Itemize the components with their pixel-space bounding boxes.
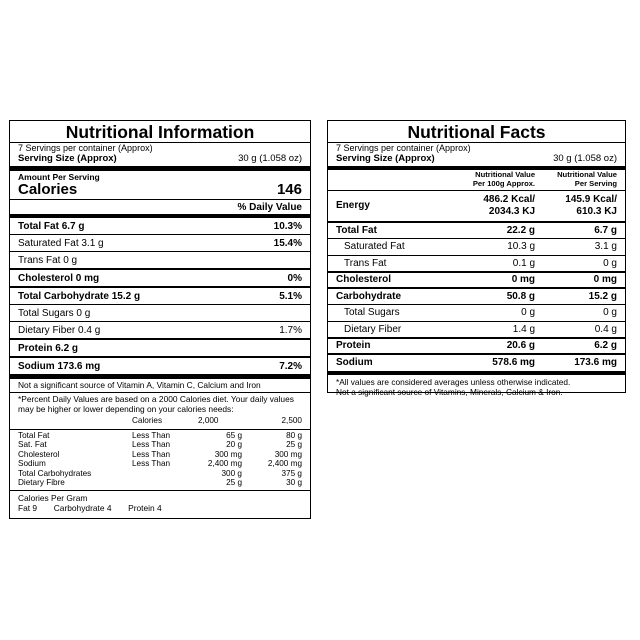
- nutrition-facts-table: [328, 170, 625, 371]
- text-cell: 0 g: [543, 255, 625, 272]
- text-cell: Less Than: [132, 430, 171, 440]
- panel-title: Nutritional Information: [65, 122, 255, 142]
- table-row: [328, 305, 625, 322]
- nutritional-information-panel: [9, 120, 311, 519]
- calories-value: 146: [276, 181, 302, 198]
- reference-header-row: [10, 416, 310, 426]
- table-row: [328, 321, 625, 338]
- text-cell: 7.2%: [279, 360, 302, 372]
- text-cell: Less Than: [132, 459, 171, 468]
- text-cell: Total Fat: [18, 430, 50, 440]
- text-cell: 610.3 KJ: [576, 205, 617, 217]
- nutrient-row: [10, 218, 310, 234]
- nutrient-row: [10, 305, 310, 321]
- text-cell: Protein: [328, 338, 459, 355]
- serving-size-row: [10, 153, 310, 166]
- nutritional-facts-panel: [327, 120, 626, 397]
- table-row: [10, 469, 310, 479]
- nutrient-row: [10, 340, 310, 356]
- text-cell: 0.1 g: [459, 255, 543, 272]
- nutrient-row: [10, 322, 310, 338]
- averages-note: *All values are considered averages unless otherwise indicated.: [336, 376, 571, 387]
- calories-row: [10, 182, 310, 199]
- table-row: [328, 239, 625, 256]
- text-cell: 1.4 g: [459, 321, 543, 338]
- table-row: [328, 222, 625, 239]
- text-cell: 10.3 g: [459, 239, 543, 256]
- table-row: [10, 459, 310, 469]
- text-cell: 300 mg: [214, 449, 242, 459]
- text-cell: Trans Fat: [328, 255, 459, 272]
- column-header-row: [328, 170, 625, 190]
- table-row: [328, 272, 625, 289]
- text-cell: Sodium 173.6 mg: [18, 360, 101, 372]
- text-cell: 30 g: [286, 478, 302, 487]
- text-cell: 20 g: [226, 440, 242, 449]
- text-cell: 0 g: [459, 305, 543, 322]
- text-cell: 2,400 mg: [207, 459, 242, 468]
- text-cell: Total Fat: [328, 222, 459, 239]
- text-cell: Dietary Fibre: [18, 478, 65, 487]
- text-cell: Sat. Fat: [18, 440, 47, 449]
- text-cell: Carbohydrate 4: [53, 502, 112, 513]
- text-cell: 10.3%: [273, 220, 302, 232]
- text-cell: 0.4 g: [543, 321, 625, 338]
- text-cell: 1.7%: [279, 324, 302, 336]
- servings-per-container: 7 Servings per container (Approx): [18, 143, 153, 153]
- text-cell: Total Sugars: [328, 305, 459, 322]
- nutrient-row: [10, 270, 310, 286]
- text-cell: Saturated Fat: [328, 239, 459, 256]
- text-cell: 25 g: [286, 440, 302, 449]
- text-cell: Cholesterol 0 mg: [18, 272, 100, 284]
- text-cell: Fat 9: [18, 502, 38, 513]
- table-row: [10, 478, 310, 488]
- text-cell: 50.8 g: [459, 288, 543, 305]
- per-serving-header: [543, 170, 625, 190]
- text-cell: 3.1 g: [543, 239, 625, 256]
- calories-per-gram-label: Calories Per Gram: [18, 492, 88, 503]
- text-cell: Less Than: [132, 449, 171, 459]
- text-cell: [124, 478, 190, 488]
- text-cell: 375 g: [281, 468, 302, 478]
- text-cell: Total Sugars 0 g: [18, 307, 91, 319]
- per-100g-header: [459, 170, 543, 190]
- text-cell: 486.2 Kcal/: [483, 193, 536, 205]
- text-cell: Carbohydrate: [328, 288, 459, 305]
- text-cell: Total Carbohydrates: [18, 468, 92, 478]
- text-cell: 20.6 g: [459, 338, 543, 355]
- text-cell: 2034.3 KJ: [488, 205, 536, 217]
- text-cell: 2,000: [198, 416, 219, 425]
- calories-label: Calories: [18, 181, 78, 198]
- nutrient-row: [10, 252, 310, 268]
- text-cell: 15.4%: [273, 237, 302, 249]
- text-cell: 300 g: [221, 468, 242, 478]
- text-cell: Serving Size (Approx): [336, 153, 435, 164]
- serving-size-value: 30 g (1.058 oz): [238, 153, 302, 164]
- table-row: [10, 450, 310, 460]
- text-cell: Protein 6.2 g: [18, 342, 79, 354]
- text-cell: Trans Fat 0 g: [18, 254, 78, 266]
- text-cell: Cholesterol: [18, 449, 60, 459]
- reference-table: [10, 416, 310, 426]
- text-cell: 2,400 mg: [267, 459, 302, 468]
- text-cell: 578.6 mg: [459, 354, 543, 371]
- daily-value-header: [10, 200, 310, 214]
- panel-title: Nutritional Facts: [407, 122, 546, 142]
- text-cell: Protein 4: [128, 502, 162, 513]
- text-cell: Less Than: [132, 440, 171, 449]
- text-cell: 0 g: [543, 305, 625, 322]
- text-cell: % Daily Value: [237, 201, 302, 213]
- table-row: [10, 440, 310, 450]
- nutrient-row: [10, 358, 310, 374]
- text-cell: Per Serving: [574, 178, 617, 188]
- text-cell: 145.9 Kcal/: [565, 193, 617, 205]
- text-cell: 2,500: [281, 416, 302, 425]
- amount-per-serving: Amount Per Serving: [18, 172, 100, 182]
- not-significant-note: Not a significant source of Vitamins, Minerals, Calcium & Iron.: [336, 386, 563, 397]
- daily-values-footnote: *Percent Daily Values are based on a 2000 Calories diet. Your daily values may be higher or lower depending on your calories needs:: [18, 394, 294, 414]
- text-cell: 22.2 g: [459, 222, 543, 239]
- reference-values-table: [10, 431, 310, 488]
- text-cell: Dietary Fiber 0.4 g: [18, 324, 101, 336]
- text-cell: 300 mg: [274, 449, 302, 459]
- text-cell: Calories: [132, 416, 163, 425]
- text-cell: 0 mg: [543, 272, 625, 289]
- nutrient-row: [10, 235, 310, 251]
- table-row: [328, 255, 625, 272]
- text-cell: 6.2 g: [543, 338, 625, 355]
- servings-per-container: 7 Servings per container (Approx): [336, 143, 471, 153]
- text-cell: Sodium: [328, 354, 459, 371]
- table-row: [328, 288, 625, 305]
- serving-size-row: [328, 153, 625, 166]
- text-cell: Saturated Fat 3.1 g: [18, 237, 104, 249]
- text-cell: 5.1%: [279, 290, 302, 302]
- text-cell: Per 100g Approx.: [472, 178, 536, 188]
- text-cell: Dietary Fiber: [328, 321, 459, 338]
- text-cell: 30 g (1.058 oz): [553, 153, 617, 164]
- text-cell: Cholesterol: [328, 272, 459, 289]
- not-significant-note: Not a significant source of Vitamin A, Vitamin C, Calcium and Iron: [18, 380, 261, 390]
- text-cell: [124, 469, 190, 479]
- serving-size-label: Serving Size (Approx): [18, 153, 117, 164]
- text-cell: 15.2 g: [543, 288, 625, 305]
- text-cell: 25 g: [226, 478, 242, 487]
- text-cell: 0 mg: [459, 272, 543, 289]
- text-cell: Energy: [328, 190, 459, 222]
- text-cell: Nutritional Value: [557, 170, 617, 180]
- text-cell: 0%: [287, 272, 302, 284]
- table-row: [10, 431, 310, 441]
- nutrient-row: [10, 288, 310, 304]
- text-cell: 80 g: [286, 430, 302, 440]
- text-cell: Total Fat 6.7 g: [18, 220, 85, 232]
- table-row: [328, 338, 625, 355]
- text-cell: 65 g: [226, 430, 242, 440]
- text-cell: Nutritional Value: [475, 170, 536, 180]
- text-cell: 173.6 mg: [543, 354, 625, 371]
- text-cell: 6.7 g: [543, 222, 625, 239]
- text-cell: Total Carbohydrate 15.2 g: [18, 290, 141, 302]
- table-row: [328, 354, 625, 371]
- text-cell: Sodium: [18, 459, 46, 468]
- energy-row: [328, 190, 625, 222]
- calories-per-gram-row: [10, 503, 310, 513]
